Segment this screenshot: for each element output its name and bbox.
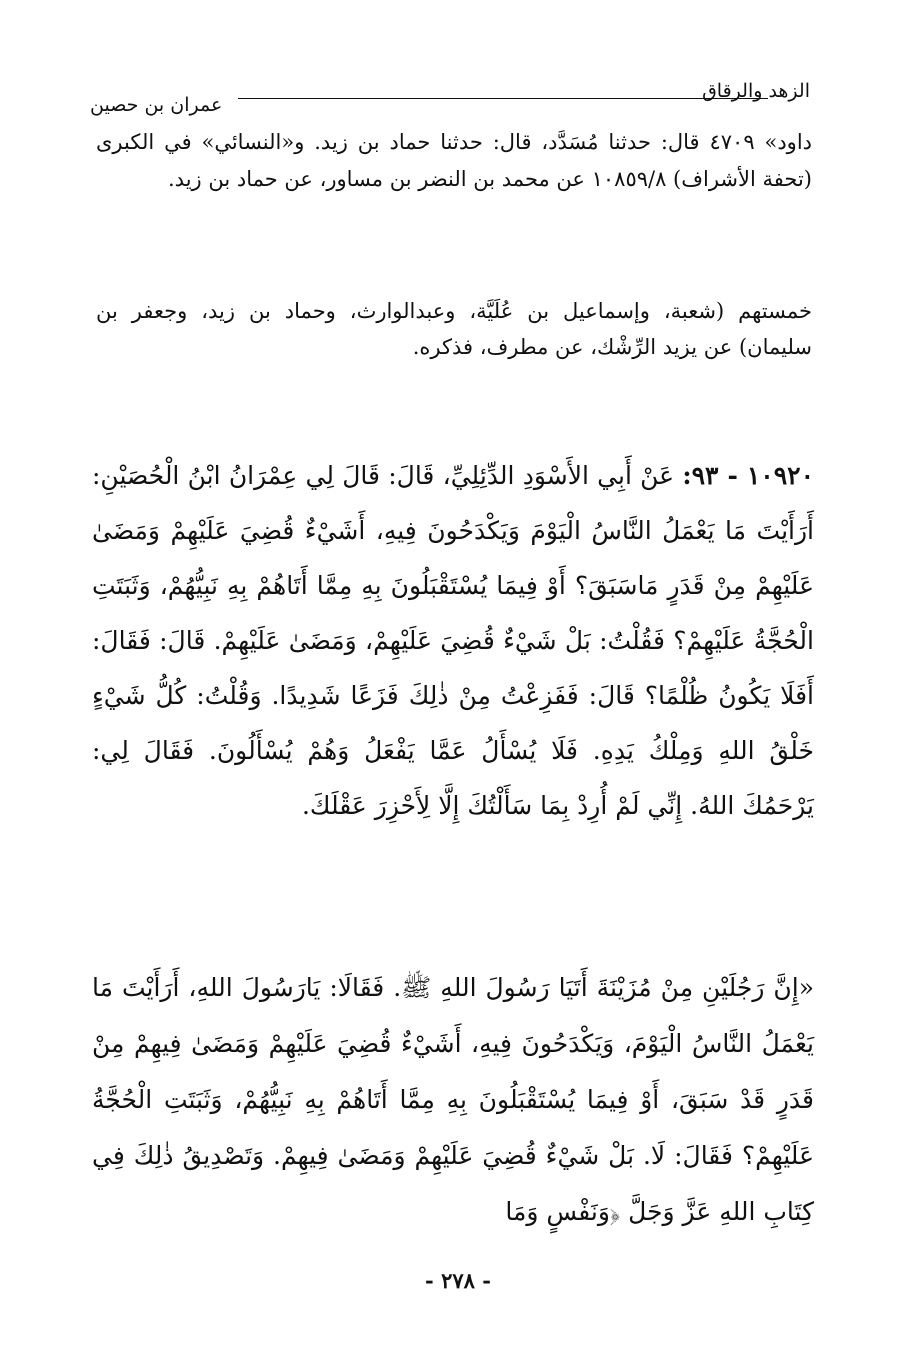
header-rule	[238, 98, 768, 99]
hadith-entry	[92, 448, 814, 833]
source-references	[96, 124, 812, 198]
prophetic-narration-text: «إِنَّ رَجُلَيْنِ مِنْ مُزَيْنَةَ أَتَيَا رَسُولَ اللهِ ﷺ. فَقَالَا: يَارَسُولَ اللهِ، أَرَأَيْتَ مَا يَعْمَلُ النَّاسُ الْيَوْمَ، وَيَكْدَحُونَ فِيهِ، أَشَيْءٌ قُضِيَ عَلَيْهِمْ وَمَضَىٰ فِيهِمْ مِنْ قَدَرٍ قَدْ سَبَقَ، أَوْ فِيمَا يُسْتَقْبَلُونَ بِهِ مِمَّا أَتَاهُمْ بِهِ نَبِيُّهُمْ، وَثَبَتَتِ الْحُجَّةُ عَلَيْهِمْ؟ فَقَالَ: لَا. بَلْ شَيْءٌ قُضِيَ عَلَيْهِمْ وَمَضَىٰ فِيهِمْ. وَتَصْدِيقُ ذٰلِكَ فِي كِتَابِ اللهِ عَزَّ وَجَلَّ ﴿وَنَفْسٍ وَمَا	[92, 973, 815, 1226]
source-references-text: داود» ٤٧٠٩ قال: حدثنا مُسَدَّد، قال: حدثنا حماد بن زيد. و«النسائي» في الكبرى (تحفة الأشراف) ١٠٨٥٩/٨ عن محمد بن النضر بن مساور، عن حماد بن زيد.	[96, 130, 813, 191]
prophetic-narration	[92, 960, 814, 1240]
page-number: - ٢٧٨ -	[425, 1268, 491, 1293]
running-header	[90, 80, 810, 116]
hadith-paragraph	[92, 448, 814, 833]
chapter-title: عمران بن حصين	[90, 94, 223, 116]
narrators-summary-text: خمستهم (شعبة، وإسماعيل بن عُلَيَّة، وعبدالوارث، وحماد بن زيد، وجعفر بن سليمان) عن يزيد الرِّشْك، عن مطرف، فذكره.	[96, 299, 812, 359]
hadith-number: ١٠٩٢٠ - ٩٣:	[682, 461, 815, 490]
narrators-summary	[96, 293, 812, 365]
book-section-title: الزهد والرقاق	[702, 80, 810, 102]
hadith-text: عَنْ أَبِي الأَسْوَدِ الدِّئِلِيِّ، قَالَ: قَالَ لِي عِمْرَانُ ابْنُ الْحُصَيْنِ: أَرَأَيْتَ مَا يَعْمَلُ النَّاسُ الْيَوْمَ وَيَكْدَحُونَ فِيهِ، أَشَيْءٌ قُضِيَ عَلَيْهِمْ وَمَضَىٰ عَلَيْهِمْ مِنْ قَدَرٍ مَاسَبَقَ؟ أَوْ فِيمَا يُسْتَقْبَلُونَ بِهِ مِمَّا أَتَاهُمْ بِهِ نَبِيُّهُمْ، وَثَبَتَتِ الْحُجَّةُ عَلَيْهِمْ؟ فَقُلْتُ: بَلْ شَيْءٌ قُضِيَ عَلَيْهِمْ، وَمَضَىٰ عَلَيْهِمْ. قَالَ: فَقَالَ: أَفَلَا يَكُونُ ظُلْمًا؟ قَالَ: فَفَزِعْتُ مِنْ ذٰلِكَ فَزَعًا شَدِيدًا. وَقُلْتُ: كُلُّ شَيْءٍ خَلْقُ اللهِ وَمِلْكُ يَدِهِ. فَلَا يُسْأَلُ عَمَّا يَفْعَلُ وَهُمْ يُسْأَلُونَ. فَقَالَ لِي: يَرْحَمُكَ اللهُ. إِنِّي لَمْ أُرِدْ بِمَا سَأَلْتُكَ إِلَّا لِأَحْزِرَ عَقْلَكَ.	[92, 461, 814, 820]
